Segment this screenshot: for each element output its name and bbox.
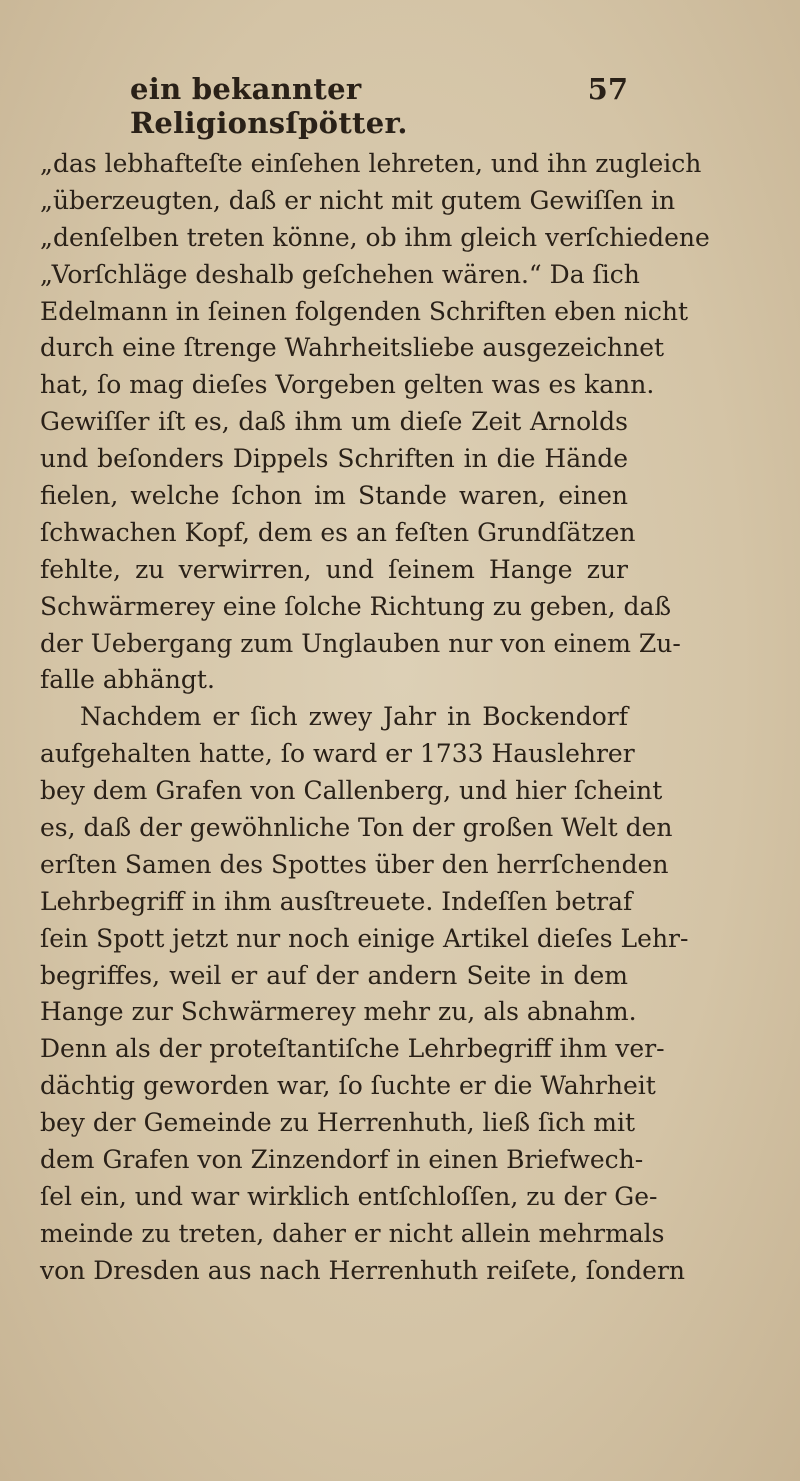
text-line: hat, ſo mag dieſes Vorgeben gelten was es kann. <box>40 370 655 400</box>
text-line: von Dresden aus nach Herrenhuth reiſete, ſondern <box>40 1255 685 1285</box>
running-title: ein bekannter Religionsſpötter. <box>130 72 408 140</box>
text-line: Edelmann in ſeinen folgenden Schriften eben nicht <box>40 296 689 326</box>
text-line: falle abhängt. <box>40 665 215 695</box>
text-line: dem Grafen von Zinzendorf in einen Briefwech- <box>40 1145 644 1175</box>
page-number: 57 <box>587 72 628 106</box>
text-line: dächtig geworden war, ſo ſuchte er die Wahrheit <box>40 1071 656 1101</box>
page-header <box>40 72 628 140</box>
text-line: der Uebergang zum Unglauben nur von einem Zu- <box>40 628 681 658</box>
text-line: Denn als der proteſtantiſche Lehrbegriff ihm ver- <box>40 1034 665 1064</box>
text-line: erſten Samen des Spottes über den herrſchenden <box>40 849 669 879</box>
text-line: Lehrbegriff in ihm ausſtreuete. Indeſſen betraf <box>40 886 633 916</box>
text-line: durch eine ſtrenge Wahrheitsliebe ausgezeichnet <box>40 333 665 363</box>
text-line: „denſelben treten könne, ob ihm gleich verſchiedene <box>40 222 710 252</box>
text-line: ſel ein, und war wirklich entſchloſſen, zu der Ge- <box>40 1181 658 1211</box>
text-line: ſein Spott jetzt nur noch einige Artikel dieſes Lehr- <box>40 923 689 953</box>
text-line: fielen, welche ſchon im Stande waren, einen <box>40 481 628 511</box>
text-line: es, daß der gewöhnliche Ton der großen Welt den <box>40 813 673 843</box>
text-line: fehlte, zu verwirren, und ſeinem Hange zur <box>40 554 628 584</box>
text-line: meinde zu treten, daher er nicht allein mehrmals <box>40 1218 665 1248</box>
text-line: begriffes, weil er auf der andern Seite in dem <box>40 960 628 990</box>
text-line: bey der Gemeinde zu Herrenhuth, ließ ſich mit <box>40 1108 636 1138</box>
text-line: Gewiſſer iſt es, daß ihm um dieſe Zeit Arnolds <box>40 407 628 437</box>
text-line: aufgehalten hatte, ſo ward er 1733 Hauslehrer <box>40 739 635 769</box>
text-line: Schwärmerey eine ſolche Richtung zu geben, daß <box>40 591 672 621</box>
text-line: Nachdem er ſich zwey Jahr in Bockendorf <box>80 702 628 732</box>
text-line: „Vorſchläge deshalb geſchehen wären.“ Da ſich <box>40 259 640 289</box>
text-line: bey dem Grafen von Callenberg, und hier ſcheint <box>40 776 663 806</box>
body-text <box>40 146 710 1290</box>
text-line: Hange zur Schwärmerey mehr zu, als abnahm. <box>40 997 637 1027</box>
text-line: „das lebhafteſte einſehen lehreten, und ihn zugleich <box>40 149 702 178</box>
text-line: und beſonders Dippels Schriften in die Hände <box>40 444 628 474</box>
text-line: „überzeugten, daß er nicht mit gutem Gewiſſen in <box>40 185 676 215</box>
text-line: ſchwachen Kopf, dem es an feſten Grundſätzen <box>40 517 636 547</box>
